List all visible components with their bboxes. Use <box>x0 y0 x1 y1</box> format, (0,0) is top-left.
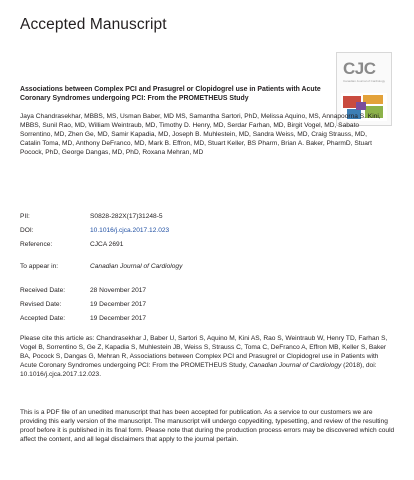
article-title: Associations between Complex PCI and Prasugrel or Clopidogrel use in Patients with Acute Coronary Syndromes undergoing PCI: From the PROMETHEUS Study <box>20 86 321 103</box>
accepted-value: 19 December 2017 <box>90 315 147 322</box>
pii-value: S0828-282X(17)31248-5 <box>90 213 163 220</box>
pii-label: PII: <box>20 213 30 220</box>
revised-label: Revised Date: <box>20 301 62 308</box>
revised-value: 19 December 2017 <box>90 301 147 308</box>
journal-cover-subtitle: Canadian Journal of Cardiology <box>343 79 386 83</box>
doi-label: DOI: <box>20 227 34 234</box>
author-list: Jaya Chandrasekhar, MBBS, MS, Usman Baber, MD MS, Samantha Sartori, PhD, Melissa Aquino, MS, Annapoorna S. Kini, MBBS, Sunil Rao, MD, William Weintraub, MD, Timothy D. Henry, MD, Serdar Farhan, MD, Birgit Vogel, MD, Sabato Sorrentino, MD, Zhen Ge, MD, Samir Kapadia, MD, Joseph B. Muhlestein, MD, Sandra Weiss, MD, Craig Strauss, MD, Catalin Toma, MD, Anthony DeFranco, MD, Mark B. Effron, MD, Stuart Keller, BS Pharm, Brian A. Baker, PharmD, Stuart Pocock, PhD, George Dangas, MD, PhD, Roxana Mehran, MD <box>20 113 381 157</box>
journal-logo: CJC <box>343 59 376 78</box>
citation-paragraph <box>20 334 395 379</box>
citation-journal: Canadian Journal of Cardiology <box>248 362 342 370</box>
disclaimer-paragraph: This is a PDF file of an unedited manuscript that has been accepted for publication. As a service to our customers we are providing this early version of the manuscript. The manuscript will undergo copyediting, typesetting, and review of the resulting proof before it is published in its final form. Please note that during the production process errors may be discovered which could affect the content, and all legal disclaimers that apply to the journal pertain. <box>20 409 395 444</box>
appear-label: To appear in: <box>20 263 59 270</box>
received-label: Received Date: <box>20 287 66 294</box>
page-heading: Accepted Manuscript <box>20 16 167 33</box>
reference-label: Reference: <box>20 241 53 248</box>
received-value: 28 November 2017 <box>90 287 147 294</box>
reference-value: CJCA 2691 <box>90 241 124 248</box>
citation-doi: (2018), doi: 10.1016/j.cjca.2017.12.023. <box>20 362 377 379</box>
citation-text: Please cite this article as: Chandrasekhar J, Baber U, Sartori S, Aquino M, Kini AS, Rao S, Weintraub W, Henry TD, Farhan S, Vogel B, Sorrentino S, Ge Z, Kapadia S, Muhlestein JB, Weiss S, Strauss C, Toma C, DeFranco A, Effron MB, Keller S, Baker BA, Pocock S, Dangas G, Mehran R, Associations between Complex PCI and Prasugrel or Clopidogrel use in Patients with Acute Coronary Syndromes undergoing PCI: From the PROMETHEUS Study, <box>20 335 388 370</box>
accepted-label: Accepted Date: <box>20 315 66 322</box>
doi-link[interactable]: 10.1016/j.cjca.2017.12.023 <box>90 227 170 234</box>
journal-name: Canadian Journal of Cardiology <box>90 263 183 270</box>
